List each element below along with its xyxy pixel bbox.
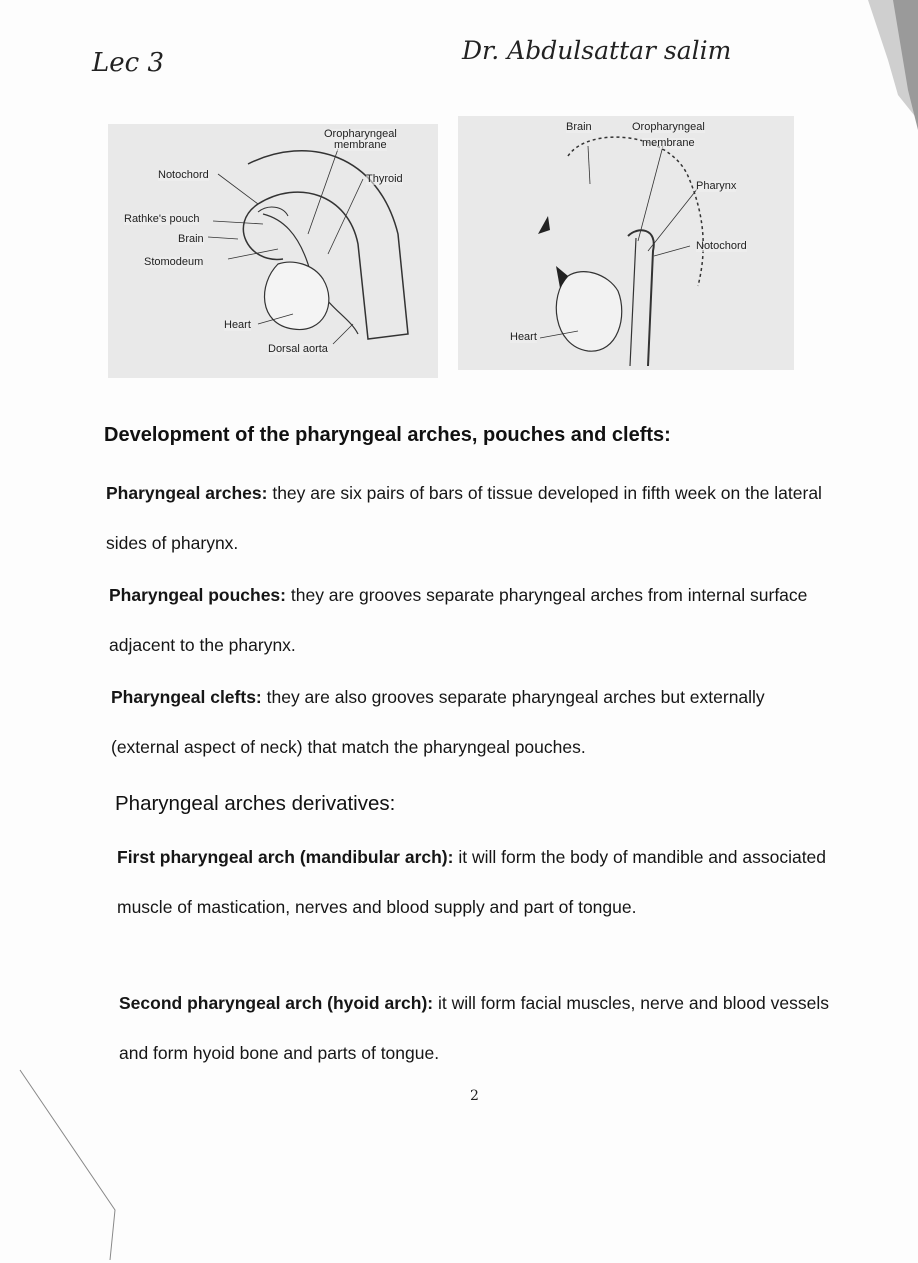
label-thyroid: Thyroid <box>366 173 403 185</box>
section-heading-derivatives: Pharyngeal arches derivatives: <box>115 792 396 815</box>
label-pharynx: Pharynx <box>696 180 737 192</box>
label-brain: Brain <box>566 121 592 133</box>
lecture-number: Lec 3 <box>92 48 165 78</box>
paragraph-pharyngeal-pouches <box>109 570 829 670</box>
label-dorsal-aorta: Dorsal aorta <box>268 343 328 355</box>
definition-pharyngeal-clefts: they are also grooves separate pharyngeal arches but externally (external aspect of neck) that match the pharyngeal pouches. <box>111 687 765 757</box>
term-pharyngeal-pouches: Pharyngeal pouches: <box>109 585 286 605</box>
embryo-diagram-2 <box>458 116 794 370</box>
label-rathkes-pouch: Rathke's pouch <box>124 213 200 225</box>
embryo-drawing-1 <box>108 124 438 378</box>
label-membrane: membrane <box>642 137 695 149</box>
label-membrane: membrane <box>334 139 387 151</box>
definition-pharyngeal-arches: they are six pairs of bars of tissue developed in fifth week on the lateral sides of pharynx. <box>106 483 822 553</box>
term-pharyngeal-arches: Pharyngeal arches: <box>106 483 268 503</box>
section-heading-development: Development of the pharyngeal arches, pouches and clefts: <box>104 424 671 446</box>
definition-pharyngeal-pouches: they are grooves separate pharyngeal arches from internal surface adjacent to the pharynx. <box>109 585 808 655</box>
label-heart: Heart <box>510 331 537 343</box>
scan-edge-shadow <box>798 0 918 140</box>
term-first-arch: First pharyngeal arch (mandibular arch): <box>117 847 454 867</box>
author-name: Dr. Abdulsattar salim <box>462 36 732 65</box>
term-second-arch: Second pharyngeal arch (hyoid arch): <box>119 993 434 1013</box>
label-notochord: Notochord <box>158 169 209 181</box>
paragraph-second-arch <box>119 978 837 1078</box>
embryo-diagram-1 <box>108 124 438 378</box>
label-oropharyngeal: Oropharyngeal <box>324 128 397 140</box>
paragraph-first-arch <box>117 832 835 932</box>
paragraph-pharyngeal-arches <box>106 468 826 568</box>
definition-second-arch: it will form facial muscles, nerve and blood vessels and form hyoid bone and parts of tongue. <box>119 993 829 1063</box>
term-pharyngeal-clefts: Pharyngeal clefts: <box>111 687 262 707</box>
page-number: 2 <box>470 1088 479 1104</box>
page-fold-mark <box>0 1060 140 1260</box>
label-heart: Heart <box>224 319 251 331</box>
definition-first-arch: it will form the body of mandible and associated muscle of mastication, nerves and blood supply and part of tongue. <box>117 847 827 917</box>
label-notochord: Notochord <box>696 240 747 252</box>
paragraph-pharyngeal-clefts <box>111 672 831 772</box>
label-oropharyngeal: Oropharyngeal <box>632 121 705 133</box>
label-brain: Brain <box>178 233 204 245</box>
label-stomodeum: Stomodeum <box>144 256 204 268</box>
